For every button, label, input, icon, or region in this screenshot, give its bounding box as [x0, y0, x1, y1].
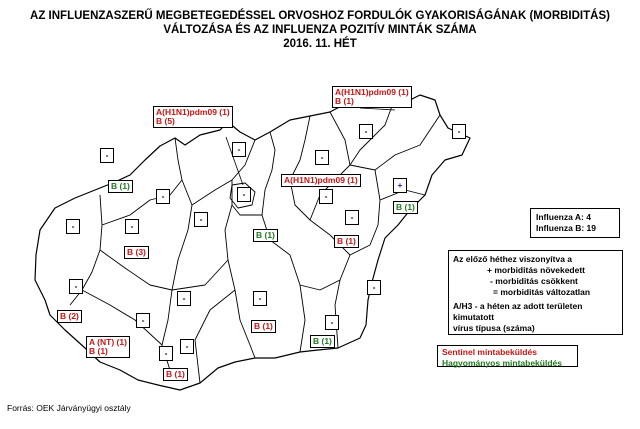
county-label: B (1): [251, 320, 276, 333]
county-boundary: [195, 290, 235, 383]
county-boundary: [262, 132, 275, 240]
source-credit: Forrás: OEK Járványügyi osztály: [7, 403, 131, 413]
county-label: -: [69, 279, 83, 294]
county-label: B (1): [108, 180, 133, 193]
influenza-totals-box: [530, 208, 620, 238]
county-label: B (1): [393, 201, 418, 214]
county-label: -: [194, 212, 208, 227]
county-boundary: [172, 260, 228, 290]
county-label: -: [253, 291, 267, 306]
county-boundary: [270, 240, 305, 352]
county-label: -: [237, 187, 251, 202]
county-label: -: [66, 219, 80, 234]
county-label: -: [159, 346, 173, 361]
influenza-a-total: Influenza A: 4: [536, 212, 591, 222]
legend-increase: + morbiditás növekedett: [487, 265, 586, 275]
county-label: B (1): [310, 335, 335, 348]
legend-heading: Az előző héthez viszonyítva a: [453, 254, 573, 264]
legend-note: A/H3 - a héten az adott területen kimutatott: [453, 301, 583, 322]
county-label: -: [136, 313, 150, 328]
sampling-legend-box: [437, 345, 578, 367]
county-label: -: [325, 315, 339, 330]
map-title-line2: VÁLTOZÁSA ÉS AZ INFLUENZA POZITÍV MINTÁK SZÁMA: [163, 24, 477, 36]
county-label: B (1): [253, 229, 278, 242]
county-label: -: [359, 124, 373, 139]
legend-unchanged: = morbiditás változatlan: [493, 287, 591, 297]
county-label: +: [393, 178, 407, 193]
county-label: -: [232, 142, 246, 157]
sentinel-sampling-label: Sentinel mintabeküldés: [442, 347, 537, 357]
county-boundary: [175, 138, 192, 230]
county-label: B (1): [163, 368, 188, 381]
influenza-b-total: Influenza B: 19: [536, 223, 596, 233]
county-label: -: [319, 189, 333, 204]
county-label: -: [100, 148, 114, 163]
traditional-sampling-label: Hagyományos mintabeküldés: [442, 358, 562, 368]
county-label: B (3): [124, 246, 149, 259]
county-label: -: [177, 291, 191, 306]
county-label: A (NT) (1) B (1): [86, 336, 130, 358]
county-label: -: [125, 219, 139, 234]
county-boundary: [162, 230, 188, 345]
county-label: A(H1N1)pdm09 (1): [281, 174, 361, 187]
county-label: -: [367, 280, 381, 295]
callout-leader: [360, 108, 395, 110]
map-title-week: 2016. 11. HÉT: [283, 38, 357, 50]
county-boundary: [300, 280, 340, 290]
county-label: -: [452, 124, 466, 139]
legend-note-cont: vírus típusa (száma): [453, 323, 535, 333]
county-label: -: [156, 189, 170, 204]
county-label: -: [345, 210, 359, 225]
county-label: B (1): [334, 235, 359, 248]
county-boundary: [335, 255, 350, 348]
county-label: A(H1N1)pdm09 (1) B (1): [332, 86, 412, 108]
map-title-line1: AZ INFLUENZASZERŰ MEGBETEGEDÉSSEL ORVOSHOZ FORDULÓK GYAKORISÁGÁNAK (MORBIDITÁS): [30, 10, 610, 22]
county-label: B (2): [57, 310, 82, 323]
legend-box: [448, 250, 623, 335]
legend-decrease: - morbiditás csökkent: [490, 276, 578, 286]
county-label: -: [315, 150, 329, 165]
county-label: A(H1N1)pdm09 (1) B (5): [153, 106, 233, 128]
county-label: -: [180, 339, 194, 354]
